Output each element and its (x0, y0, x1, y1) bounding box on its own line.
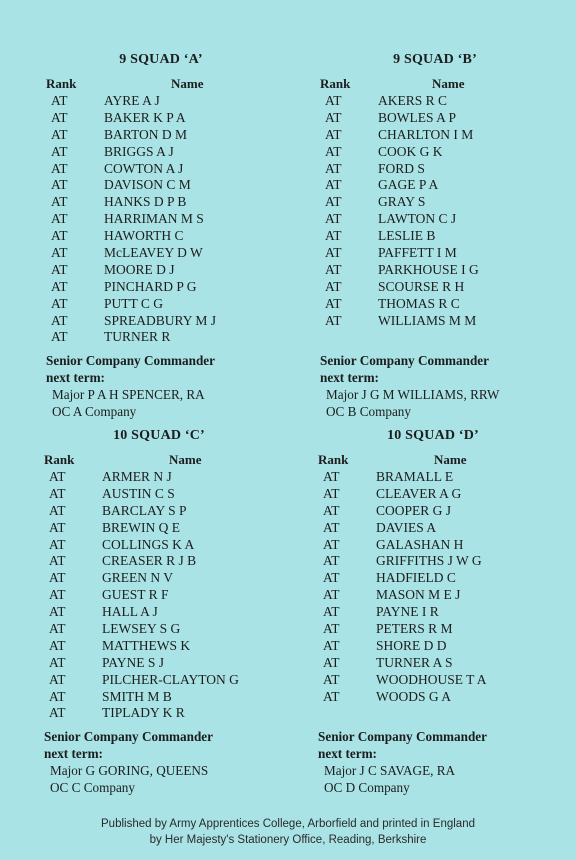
rank-cell: AT (325, 143, 342, 159)
rank-cell: AT (51, 143, 68, 159)
name-cell: McLEAVEY D W (104, 245, 203, 261)
commander-label: Senior Company Commander (46, 353, 216, 369)
rank-cell: AT (323, 637, 340, 653)
rank-cell: AT (49, 536, 66, 552)
rank-cell: AT (325, 160, 342, 176)
roster-row (46, 177, 296, 194)
commander-block (46, 352, 296, 420)
roster-row (320, 313, 570, 330)
name-cell: DAVIES A (376, 519, 437, 535)
roster-row (44, 621, 294, 638)
rank-cell: AT (49, 637, 66, 653)
name-cell: HAWORTH C (104, 228, 184, 244)
name-cell: MOORE D J (104, 261, 175, 277)
name-cell: GAGE P A (378, 177, 439, 193)
commander-label: Senior Company Commander (318, 729, 488, 745)
roster-row (318, 672, 568, 689)
commander-label: Senior Company Commander (320, 353, 490, 369)
roster-row (318, 520, 568, 537)
rank-cell: AT (51, 228, 68, 244)
rank-cell: AT (49, 688, 66, 704)
column-header (320, 76, 570, 93)
name-cell: BOWLES A P (378, 109, 457, 125)
rank-cell: AT (49, 705, 66, 721)
name-cell: HADFIELD C (376, 570, 456, 586)
rank-cell: AT (51, 295, 68, 311)
rank-header: Rank (318, 452, 349, 467)
roster-row (44, 689, 294, 706)
name-header: Name (171, 76, 204, 91)
name-cell: TURNER R (104, 329, 171, 345)
roster-row (320, 279, 570, 296)
rank-cell: AT (323, 536, 340, 552)
rank-cell: AT (325, 295, 342, 311)
name-cell: LAWTON C J (378, 211, 457, 227)
rank-cell: AT (49, 587, 66, 603)
roster-list (320, 93, 570, 329)
rank-cell: AT (51, 160, 68, 176)
roster-row (46, 93, 296, 110)
rank-cell: AT (323, 553, 340, 569)
roster-row (320, 194, 570, 211)
rank-cell: AT (49, 502, 66, 518)
rank-cell: AT (325, 194, 342, 210)
rank-cell: AT (51, 245, 68, 261)
rank-cell: AT (49, 570, 66, 586)
rank-cell: AT (51, 278, 68, 294)
name-cell: PILCHER-CLAYTON G (102, 671, 239, 687)
rank-cell: AT (325, 245, 342, 261)
name-cell: HALL A J (102, 604, 158, 620)
name-header: Name (434, 452, 467, 467)
rank-cell: AT (323, 502, 340, 518)
commander-label: Senior Company Commander (44, 729, 214, 745)
name-cell: GREEN N V (102, 570, 174, 586)
rank-cell: AT (325, 109, 342, 125)
roster-list (318, 469, 568, 705)
rank-cell: AT (325, 312, 342, 328)
name-cell: BREWIN Q E (102, 519, 180, 535)
squad-title: 10 SQUAD ‘C’ (113, 428, 205, 443)
roster-row (44, 638, 294, 655)
name-cell: CREASER R J B (102, 553, 197, 569)
rank-cell: AT (325, 278, 342, 294)
rank-cell: AT (323, 671, 340, 687)
name-cell: CHARLTON I M (378, 126, 474, 142)
name-cell: DAVISON C M (104, 177, 191, 193)
roster-row (318, 503, 568, 520)
squad-title: 9 SQUAD ‘B’ (393, 52, 477, 67)
name-cell: PAFFETT I M (378, 245, 457, 261)
roster-row (318, 655, 568, 672)
name-cell: WOODS G A (376, 688, 452, 704)
company-name: OC D Company (324, 780, 410, 796)
rank-cell: AT (51, 194, 68, 210)
name-cell: PINCHARD P G (104, 278, 197, 294)
rank-cell: AT (325, 126, 342, 142)
rank-cell: AT (323, 654, 340, 670)
name-cell: GUEST R F (102, 587, 169, 603)
roster-row (320, 144, 570, 161)
rank-cell: AT (51, 93, 68, 108)
name-cell: FORD S (378, 160, 425, 176)
name-cell: GRIFFITHS J W G (376, 553, 482, 569)
rank-cell: AT (323, 519, 340, 535)
next-term-label: next term: (44, 746, 103, 762)
commander-block (320, 352, 570, 420)
rank-cell: AT (51, 329, 68, 345)
name-cell: LEWSEY S G (102, 621, 181, 637)
name-cell: COLLINGS K A (102, 536, 195, 552)
roster-row (46, 313, 296, 330)
name-cell: BAKER K P A (104, 109, 186, 125)
rank-cell: AT (51, 312, 68, 328)
next-term-label: next term: (318, 746, 377, 762)
rank-cell: AT (323, 688, 340, 704)
name-cell: BARTON D M (104, 126, 187, 142)
name-cell: BRIGGS A J (104, 143, 174, 159)
squad-b-section (320, 52, 570, 420)
rank-cell: AT (323, 621, 340, 637)
rank-cell: AT (323, 485, 340, 501)
roster-row (46, 110, 296, 127)
roster-row (44, 604, 294, 621)
commander-name: Major J G M WILLIAMS, RRW (326, 387, 500, 403)
name-cell: PAYNE S J (102, 654, 165, 670)
rank-cell: AT (325, 177, 342, 193)
roster-row (46, 279, 296, 296)
roster-row (44, 503, 294, 520)
roster-row (318, 537, 568, 554)
roster-row (320, 262, 570, 279)
name-cell: PUTT C G (104, 295, 164, 311)
roster-row (320, 93, 570, 110)
rank-cell: AT (49, 604, 66, 620)
footer-line-2: by Her Majesty's Stationery Office, Reading, Berkshire (149, 834, 427, 846)
name-cell: COWTON A J (104, 160, 184, 176)
roster-row (320, 161, 570, 178)
rank-cell: AT (49, 671, 66, 687)
name-cell: WOODHOUSE T A (376, 671, 487, 687)
rank-cell: AT (323, 570, 340, 586)
name-cell: THOMAS R C (378, 295, 460, 311)
name-cell: COOK G K (378, 143, 443, 159)
rank-cell: AT (51, 211, 68, 227)
roster-row (320, 228, 570, 245)
name-cell: SPREADBURY M J (104, 312, 217, 328)
rank-cell: AT (325, 211, 342, 227)
name-cell: AYRE A J (104, 93, 160, 108)
name-cell: SHORE D D (376, 637, 447, 653)
squad-title: 10 SQUAD ‘D’ (387, 428, 479, 443)
rank-cell: AT (325, 228, 342, 244)
roster-row (318, 638, 568, 655)
footer-line-1: Published by Army Apprentices College, Arborfield and printed in England (101, 818, 475, 830)
rank-cell: AT (51, 109, 68, 125)
rank-cell: AT (49, 553, 66, 569)
roster-row (46, 127, 296, 144)
commander-block (318, 728, 568, 796)
rank-header: Rank (44, 452, 75, 467)
roster-row (44, 655, 294, 672)
roster-row (320, 296, 570, 313)
name-cell: HARRIMAN M S (104, 211, 204, 227)
rank-cell: AT (323, 469, 340, 484)
next-term-label: next term: (46, 370, 105, 386)
name-cell: LESLIE B (378, 228, 436, 244)
roster-row (44, 672, 294, 689)
roster-row (44, 587, 294, 604)
name-cell: CLEAVER A G (376, 485, 462, 501)
rank-header: Rank (46, 76, 77, 91)
rank-cell: AT (49, 621, 66, 637)
roster-row (320, 127, 570, 144)
rank-cell: AT (51, 261, 68, 277)
name-header: Name (432, 76, 465, 91)
name-cell: SMITH M B (102, 688, 172, 704)
commander-name: Major J C SAVAGE, RA (324, 763, 456, 779)
column-header (318, 452, 568, 469)
name-cell: HANKS D P B (104, 194, 187, 210)
rank-cell: AT (49, 485, 66, 501)
company-name: OC B Company (326, 404, 411, 420)
rank-cell: AT (323, 587, 340, 603)
squad-d-section (318, 428, 568, 796)
next-term-label: next term: (320, 370, 379, 386)
name-cell: PARKHOUSE I G (378, 261, 479, 277)
commander-block (44, 728, 294, 796)
name-cell: BARCLAY S P (102, 502, 187, 518)
roster-row (46, 262, 296, 279)
roster-row (318, 689, 568, 706)
company-name: OC A Company (52, 404, 137, 420)
rank-cell: AT (49, 519, 66, 535)
name-cell: WILLIAMS M M (378, 312, 477, 328)
column-header (44, 452, 294, 469)
roster-row (46, 211, 296, 228)
roster-row (318, 553, 568, 570)
roster-row (46, 144, 296, 161)
rank-cell: AT (323, 604, 340, 620)
name-cell: PAYNE I R (376, 604, 439, 620)
company-name: OC C Company (50, 780, 135, 796)
name-cell: BRAMALL E (376, 469, 454, 484)
rank-cell: AT (325, 261, 342, 277)
roster-list (46, 93, 296, 346)
name-cell: SCOURSE R H (378, 278, 465, 294)
roster-row (318, 604, 568, 621)
roster-row (318, 469, 568, 486)
rank-cell: AT (49, 654, 66, 670)
name-cell: GALASHAN H (376, 536, 464, 552)
name-cell: COOPER G J (376, 502, 452, 518)
roster-row (320, 110, 570, 127)
rank-cell: AT (51, 126, 68, 142)
roster-row (320, 211, 570, 228)
roster-row (46, 245, 296, 262)
roster-row (318, 570, 568, 587)
rank-cell: AT (325, 93, 342, 108)
roster-row (318, 621, 568, 638)
roster-row (46, 296, 296, 313)
name-cell: MATTHEWS K (102, 637, 191, 653)
roster-row (318, 587, 568, 604)
squad-c-section (44, 428, 294, 796)
roster-row (44, 537, 294, 554)
name-cell: MASON M E J (376, 587, 461, 603)
roster-row (46, 329, 296, 346)
roster-row (46, 161, 296, 178)
commander-name: Major G GORING, QUEENS (50, 763, 209, 779)
commander-name: Major P A H SPENCER, RA (52, 387, 205, 403)
name-cell: GRAY S (378, 194, 426, 210)
roster-list (44, 469, 294, 722)
roster-row (46, 194, 296, 211)
name-header: Name (169, 452, 202, 467)
squad-a-section (46, 52, 296, 420)
name-cell: TURNER A S (376, 654, 453, 670)
name-cell: ARMER N J (102, 469, 172, 484)
rank-header: Rank (320, 76, 351, 91)
roster-row (320, 245, 570, 262)
publisher-footer (0, 816, 576, 848)
name-cell: AUSTIN C S (102, 485, 175, 501)
rank-cell: AT (51, 177, 68, 193)
name-cell: PETERS R M (376, 621, 453, 637)
roster-row (44, 486, 294, 503)
rank-cell: AT (49, 469, 66, 484)
roster-row (44, 469, 294, 486)
column-header (46, 76, 296, 93)
roster-row (46, 228, 296, 245)
squad-title: 9 SQUAD ‘A’ (119, 52, 203, 67)
roster-row (44, 520, 294, 537)
roster-row (320, 177, 570, 194)
roster-row (44, 570, 294, 587)
name-cell: AKERS R C (378, 93, 448, 108)
roster-row (44, 705, 294, 722)
roster-row (44, 553, 294, 570)
roster-row (318, 486, 568, 503)
name-cell: TIPLADY K R (102, 705, 185, 721)
